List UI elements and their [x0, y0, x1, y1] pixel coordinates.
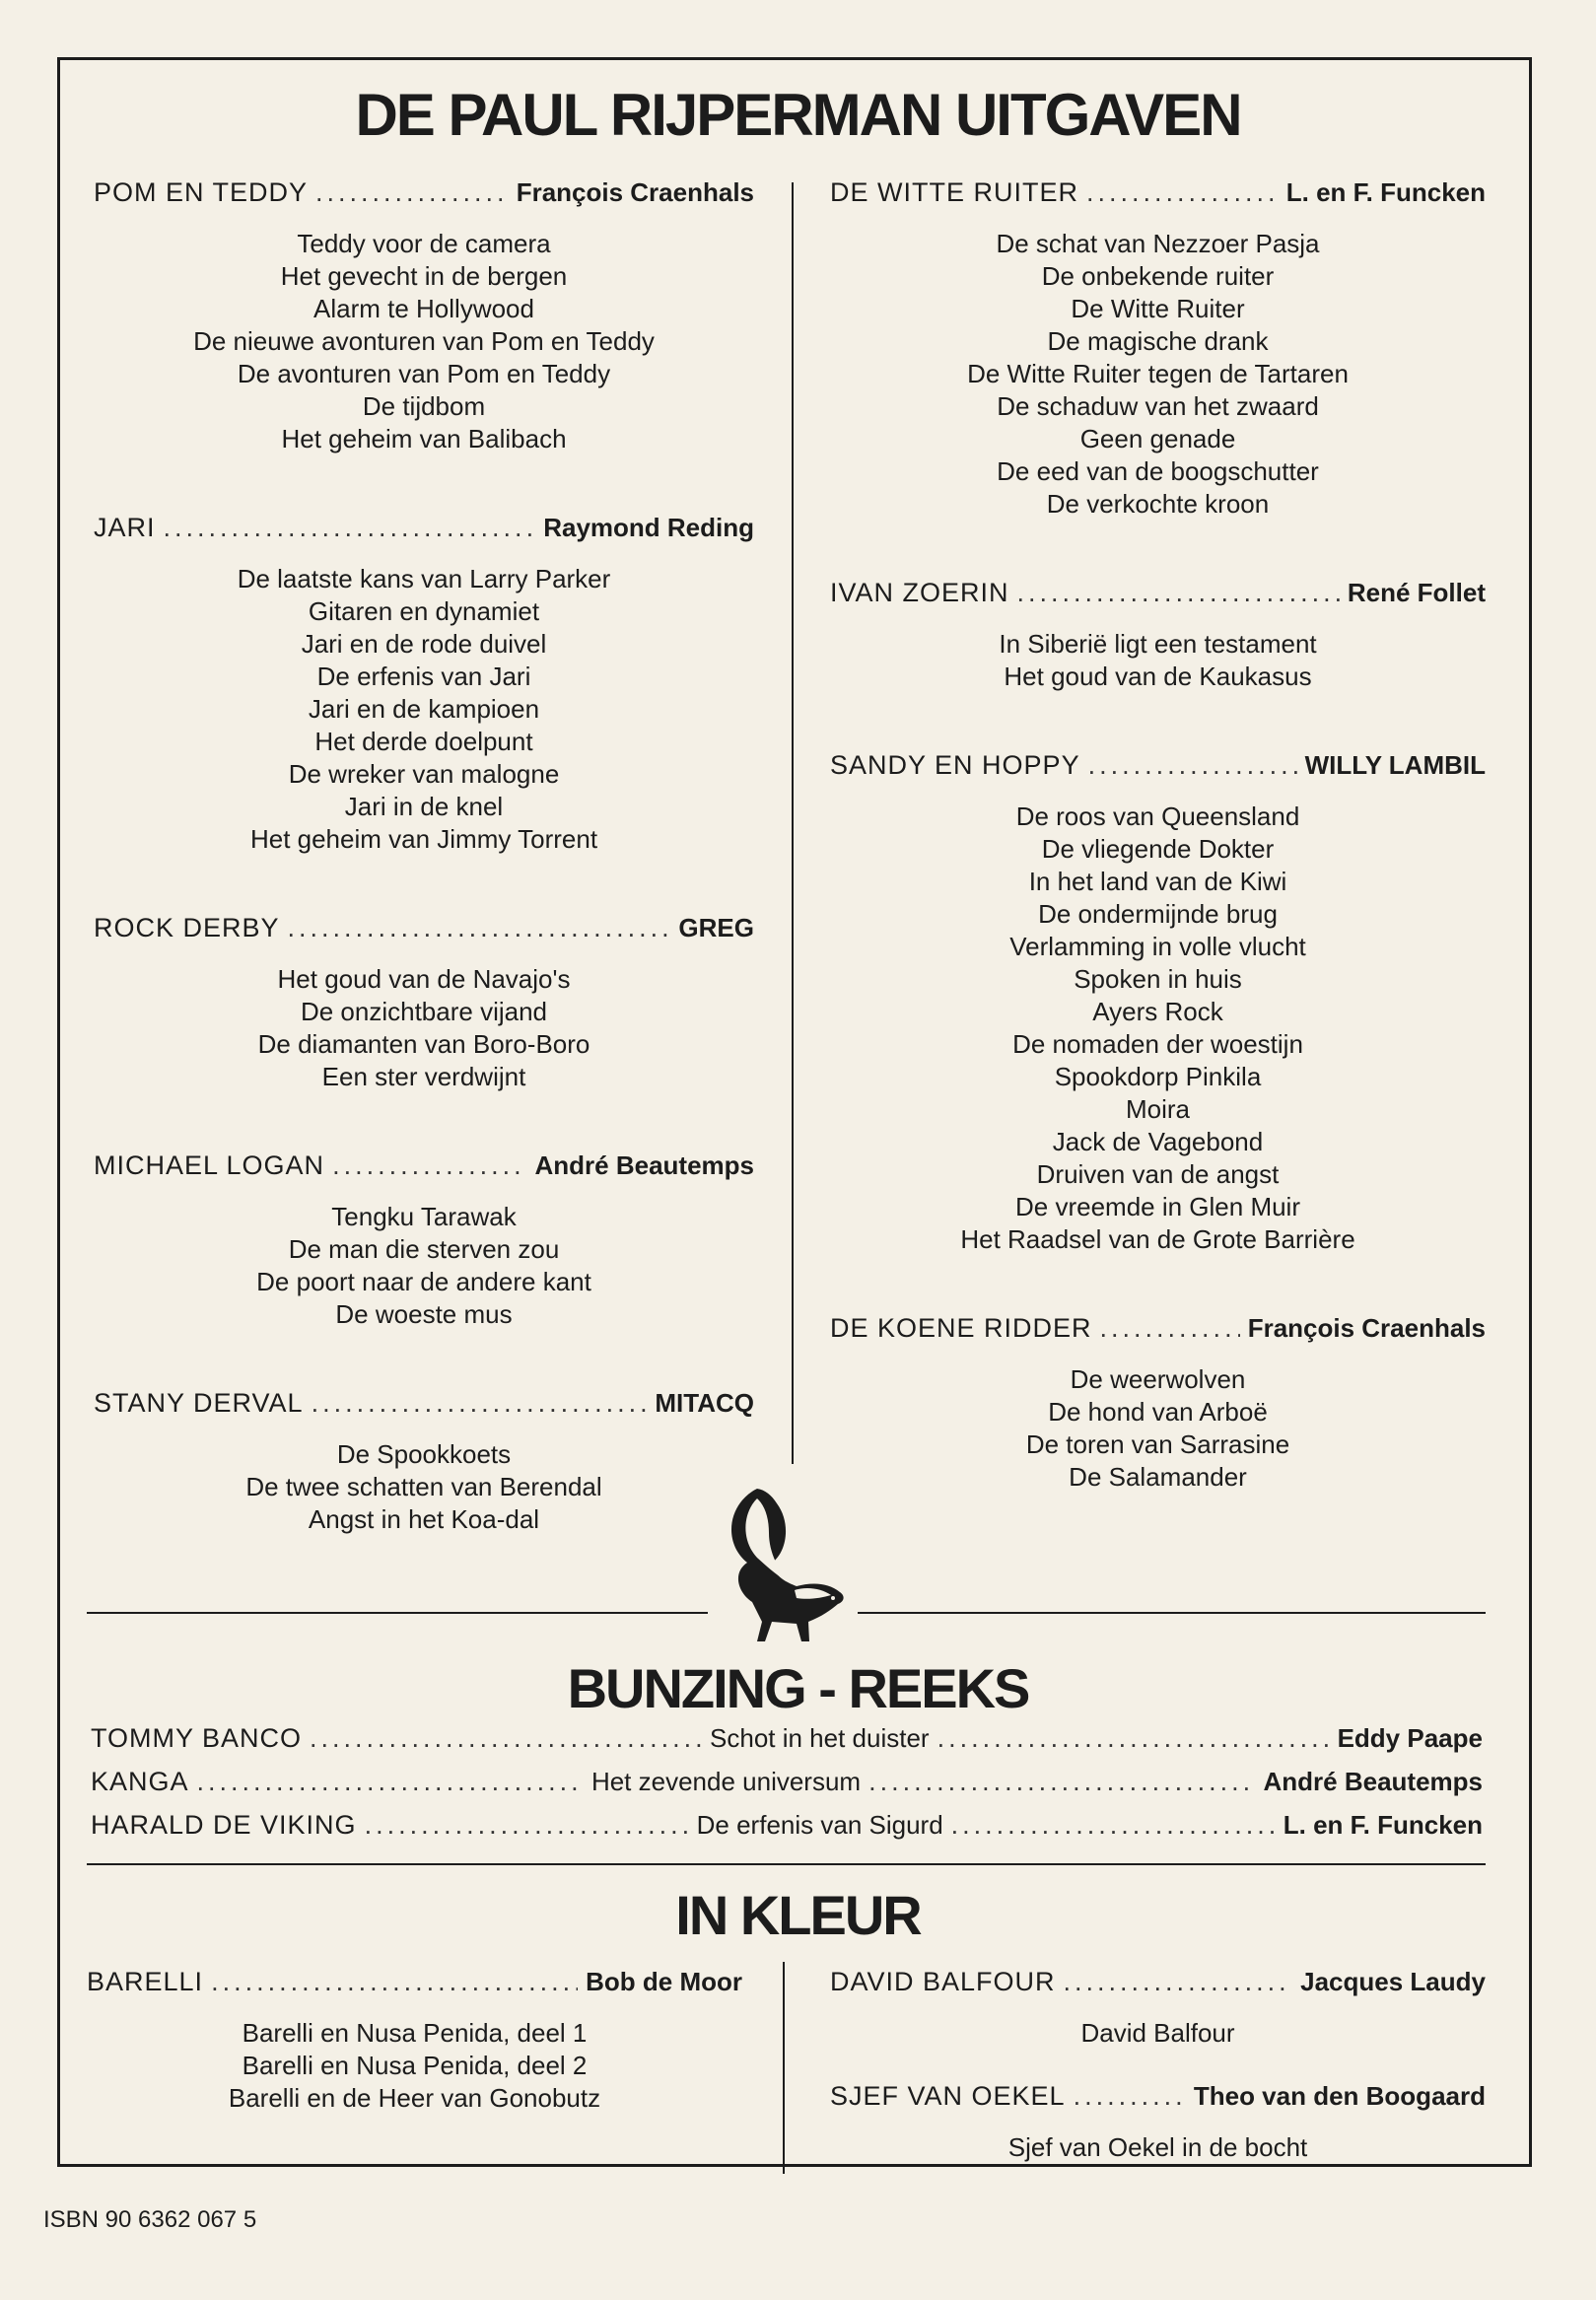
right-column — [830, 177, 1486, 1551]
series-entry — [830, 2081, 1486, 2164]
series-author: Bob de Moor — [586, 1967, 742, 1996]
series-author: MITACQ — [655, 1388, 754, 1418]
series-header — [830, 750, 1486, 781]
book-title: De tijdbom — [362, 391, 486, 421]
book-title: Gitaren en dynamiet — [308, 596, 540, 626]
book-title: De nieuwe avonturen van Pom en Teddy — [193, 326, 655, 356]
book-title: De woeste mus — [335, 1299, 513, 1329]
leader-dots — [310, 1723, 702, 1754]
series-entry — [94, 1388, 754, 1536]
kleur-right-column — [830, 1967, 1486, 2195]
series-header — [830, 1313, 1486, 1344]
series-entry — [94, 1150, 754, 1331]
book-title: Het goud van de Navajo's — [277, 964, 571, 994]
leader-dots — [1086, 177, 1279, 208]
series-name: DAVID BALFOUR — [830, 1967, 1056, 1996]
series-name: SJEF VAN OEKEL — [830, 2081, 1066, 2111]
book-title: De Salamander — [1069, 1462, 1247, 1492]
column-divider — [792, 182, 794, 1464]
book-title: David Balfour — [1080, 2018, 1235, 2048]
series-entry — [830, 750, 1486, 1256]
book-title: Spoken in huis — [1074, 964, 1242, 994]
book-title: De vreemde in Glen Muir — [1015, 1192, 1300, 1221]
series-name: JARI — [94, 513, 156, 542]
isbn: ISBN 90 6362 067 5 — [43, 2206, 257, 2233]
book-title: De erfenis van Sigurd — [696, 1810, 943, 1840]
leader-dots — [197, 1767, 584, 1797]
book-title: De weerwolven — [1070, 1364, 1246, 1394]
series-entry — [830, 177, 1486, 521]
series-author: GREG — [678, 913, 754, 942]
book-title: In Siberië ligt een testament — [999, 629, 1317, 659]
series-author: François Craenhals — [1247, 1313, 1486, 1343]
book-title: De Witte Ruiter — [1071, 294, 1245, 323]
series-name: IVAN ZOERIN — [830, 578, 1009, 607]
book-title: Het gevecht in de bergen — [280, 261, 568, 291]
book-title: Jack de Vagebond — [1052, 1127, 1264, 1156]
book-title: Jari en de rode duivel — [301, 629, 547, 659]
book-title: Druiven van de angst — [1036, 1159, 1280, 1189]
series-author: André Beautemps — [534, 1150, 754, 1180]
title-list — [94, 228, 754, 455]
book-title: De ondermijnde brug — [1038, 899, 1278, 929]
title-list — [830, 2017, 1486, 2050]
series-entry — [94, 513, 754, 856]
series-name: DE WITTE RUITER — [830, 177, 1078, 207]
page-title: DE PAUL RIJPERMAN UITGAVEN — [355, 82, 1241, 148]
series-author: Theo van den Boogaard — [1193, 2081, 1486, 2111]
kleur-column-divider — [783, 1962, 785, 2174]
title-list — [87, 2017, 742, 2115]
book-title: Verlamming in volle vlucht — [1009, 932, 1306, 961]
leader-dots — [288, 913, 671, 943]
book-title: Een ster verdwijnt — [321, 1062, 526, 1091]
book-title: De roos van Queensland — [1015, 802, 1300, 831]
series-name: STANY DERVAL — [94, 1388, 304, 1418]
bunzing-row — [91, 1810, 1483, 1841]
book-title: De onzichtbare vijand — [300, 997, 548, 1026]
series-author: René Follet — [1347, 578, 1486, 607]
divider-line — [87, 1612, 708, 1614]
leader-dots — [1088, 750, 1297, 781]
series-author: WILLY LAMBIL — [1304, 750, 1486, 780]
series-name: DE KOENE RIDDER — [830, 1313, 1092, 1343]
title-list — [830, 628, 1486, 693]
divider-line — [858, 1612, 1486, 1614]
series-header — [830, 1967, 1486, 1997]
bunzing-title: BUNZING - REEKS — [567, 1657, 1029, 1719]
title-list — [94, 963, 754, 1093]
series-author: L. en F. Funcken — [1283, 1810, 1483, 1840]
series-entry — [94, 913, 754, 1093]
series-name: SANDY EN HOPPY — [830, 750, 1080, 780]
divider-line — [87, 1863, 1486, 1865]
book-title: Het derde doelpunt — [314, 727, 533, 756]
book-title: De Witte Ruiter tegen de Tartaren — [967, 359, 1349, 388]
book-title: De hond van Arboë — [1048, 1397, 1268, 1427]
series-header — [830, 578, 1486, 608]
book-title: Tengku Tarawak — [331, 1202, 517, 1231]
leader-dots — [1100, 1313, 1240, 1344]
leader-dots — [365, 1810, 689, 1841]
series-name: BARELLI — [87, 1967, 204, 1996]
series-name: HARALD DE VIKING — [91, 1810, 357, 1840]
title-list — [94, 1438, 754, 1536]
series-header — [87, 1967, 742, 1997]
series-header — [830, 2081, 1486, 2112]
series-author: François Craenhals — [516, 177, 754, 207]
kleur-left-column — [87, 1967, 742, 2172]
book-title: De laatste kans van Larry Parker — [237, 564, 611, 593]
series-header — [94, 177, 754, 208]
bunzing-row — [91, 1767, 1483, 1797]
series-header — [94, 1388, 754, 1419]
book-title: Het geheim van Jimmy Torrent — [249, 824, 598, 854]
book-title: Schot in het duister — [710, 1723, 930, 1753]
series-name: ROCK DERBY — [94, 913, 280, 942]
book-title: Geen genade — [1079, 424, 1236, 453]
book-title: Alarm te Hollywood — [313, 294, 534, 323]
skunk-icon — [718, 1484, 846, 1646]
book-title: Spookdorp Pinkila — [1054, 1062, 1262, 1091]
book-title: De vliegende Dokter — [1041, 834, 1275, 864]
book-title: De eed van de boogschutter — [997, 456, 1319, 486]
series-author: Raymond Reding — [543, 513, 754, 542]
book-title: De nomaden der woestijn — [1012, 1029, 1303, 1059]
leader-dots — [868, 1767, 1255, 1797]
leader-dots — [315, 177, 509, 208]
title-list — [94, 563, 754, 856]
book-title: Moira — [1125, 1094, 1190, 1124]
book-title: Het goud van de Kaukasus — [1004, 662, 1312, 691]
book-title: Jari en de kampioen — [308, 694, 540, 724]
book-title: Sjef van Oekel in de bocht — [1007, 2132, 1308, 2162]
book-title: Angst in het Koa-dal — [308, 1504, 540, 1534]
series-author: André Beautemps — [1263, 1767, 1483, 1796]
book-title: Het geheim van Balibach — [281, 424, 567, 453]
book-title: De wreker van malogne — [288, 759, 560, 789]
leader-dots — [332, 1150, 526, 1181]
leader-dots — [312, 1388, 648, 1419]
book-title: De Spookkoets — [336, 1439, 512, 1469]
series-entry — [94, 177, 754, 455]
series-entry — [87, 1967, 742, 2115]
book-title: De avonturen van Pom en Teddy — [237, 359, 611, 388]
leader-dots — [1064, 1967, 1293, 1997]
leader-dots — [164, 513, 536, 543]
book-title: De verkochte kroon — [1046, 489, 1270, 519]
left-column — [94, 177, 754, 1593]
leader-dots — [1017, 578, 1340, 608]
title-list — [830, 1363, 1486, 1494]
book-title: De twee schatten van Berendal — [245, 1472, 602, 1501]
series-name: KANGA — [91, 1767, 189, 1796]
book-title: De man die sterven zou — [288, 1234, 560, 1264]
book-title: De diamanten van Boro-Boro — [257, 1029, 590, 1059]
kleur-title: IN KLEUR — [675, 1884, 921, 1946]
book-title: Barelli en de Heer van Gonobutz — [228, 2083, 601, 2113]
book-title: De poort naar de andere kant — [256, 1267, 591, 1296]
book-title: Jari in de knel — [344, 792, 504, 821]
book-title: De schat van Nezzoer Pasja — [996, 229, 1320, 258]
series-author: Jacques Laudy — [1300, 1967, 1486, 1996]
book-title: Het zevende universum — [590, 1767, 862, 1796]
book-title: De onbekende ruiter — [1041, 261, 1275, 291]
leader-dots — [211, 1967, 578, 1997]
series-header — [830, 177, 1486, 208]
series-name: TOMMY BANCO — [91, 1723, 303, 1753]
series-author: L. en F. Funcken — [1285, 177, 1486, 207]
title-list — [830, 2131, 1486, 2164]
book-title: Barelli en Nusa Penida, deel 1 — [242, 2018, 588, 2048]
series-author: Eddy Paape — [1337, 1723, 1483, 1753]
leader-dots — [951, 1810, 1276, 1841]
book-title: De erfenis van Jari — [316, 662, 531, 691]
title-list — [94, 1201, 754, 1331]
book-title: De magische drank — [1047, 326, 1269, 356]
book-title: Barelli en Nusa Penida, deel 2 — [242, 2051, 588, 2080]
book-title: In het land van de Kiwi — [1028, 867, 1287, 896]
book-title: De schaduw van het zwaard — [997, 391, 1319, 421]
series-entry — [830, 1313, 1486, 1494]
bunzing-row — [91, 1723, 1483, 1754]
title-list — [830, 228, 1486, 521]
book-title: De toren van Sarrasine — [1025, 1429, 1290, 1459]
book-title: Teddy voor de camera — [297, 229, 551, 258]
series-header — [94, 913, 754, 943]
series-name: POM EN TEDDY — [94, 177, 309, 207]
series-name: MICHAEL LOGAN — [94, 1150, 325, 1180]
leader-dots — [1074, 2081, 1186, 2112]
series-entry — [830, 1967, 1486, 2050]
book-title: Ayers Rock — [1092, 997, 1223, 1026]
title-list — [830, 801, 1486, 1256]
book-title: Het Raadsel van de Grote Barrière — [960, 1224, 1355, 1254]
series-entry — [830, 578, 1486, 693]
leader-dots — [937, 1723, 1330, 1754]
series-header — [94, 1150, 754, 1181]
series-header — [94, 513, 754, 543]
